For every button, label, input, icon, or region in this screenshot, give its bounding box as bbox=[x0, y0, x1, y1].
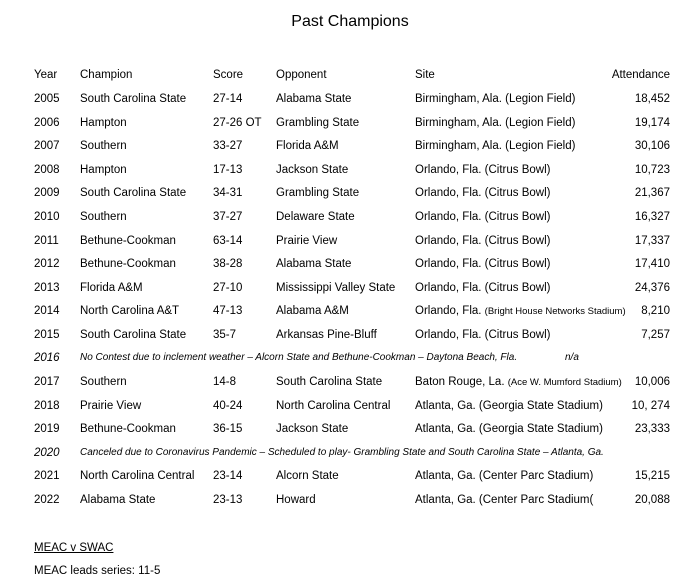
cell-attendance: 19,174 bbox=[634, 116, 670, 129]
cell-opponent: Grambling State bbox=[276, 116, 360, 129]
cell-attendance: 10,006 bbox=[634, 376, 670, 388]
cell-year: 2013 bbox=[34, 281, 60, 294]
cell-opponent: Howard bbox=[276, 493, 316, 506]
header-attendance: Attendance bbox=[611, 69, 670, 81]
cell-site: Orlando, Fla. (Citrus Bowl) bbox=[415, 187, 551, 200]
note-text: Canceled due to Coronavirus Pandemic – Scheduled to play- Grambling State and South Carolina State – Atlanta, Ga. bbox=[80, 447, 604, 458]
cell-attendance: 17,337 bbox=[634, 234, 670, 247]
cell-champion: Bethune-Cookman bbox=[80, 423, 176, 435]
cell-opponent: Florida A&M bbox=[276, 140, 339, 153]
cell-year: 2018 bbox=[34, 399, 60, 412]
cell-attendance: 7,257 bbox=[641, 329, 670, 341]
cell-opponent: Alabama A&M bbox=[276, 305, 349, 318]
cell-site: Birmingham, Ala. (Legion Field) bbox=[415, 93, 576, 105]
cell-opponent: North Carolina Central bbox=[276, 399, 391, 412]
cell-opponent: Grambling State bbox=[276, 187, 360, 200]
cell-score: 35-7 bbox=[213, 329, 237, 341]
header-score: Score bbox=[213, 69, 244, 81]
table-row bbox=[0, 400, 700, 420]
cell-score: 40-24 bbox=[213, 399, 243, 412]
cell-opponent: Jackson State bbox=[276, 163, 349, 176]
cell-site: Atlanta, Ga. (Georgia State Stadium) bbox=[415, 399, 603, 412]
cell-site: Orlando, Fla. (Citrus Bowl) bbox=[415, 163, 551, 176]
cell-champion: North Carolina Central bbox=[80, 470, 195, 482]
series-record: MEAC leads series: 11-5 bbox=[34, 565, 161, 577]
cell-year: 2007 bbox=[34, 140, 60, 153]
page-title: Past Champions bbox=[291, 13, 409, 30]
cell-attendance: 30,106 bbox=[634, 140, 670, 153]
note-year: 2016 bbox=[34, 352, 60, 364]
table-row bbox=[0, 282, 700, 302]
cell-attendance: 15,215 bbox=[634, 470, 670, 482]
cell-score: 63-14 bbox=[213, 234, 243, 247]
cell-score: 33-27 bbox=[213, 140, 243, 153]
cell-attendance: 10, 274 bbox=[631, 399, 670, 412]
table-row bbox=[0, 494, 700, 514]
cell-score: 34-31 bbox=[213, 187, 243, 200]
table-row bbox=[0, 470, 700, 490]
cell-year: 2011 bbox=[34, 234, 59, 247]
table-row bbox=[0, 117, 700, 137]
cell-score: 17-13 bbox=[213, 163, 243, 176]
cell-attendance: 10,723 bbox=[634, 163, 670, 176]
cell-champion: South Carolina State bbox=[80, 187, 187, 200]
cell-attendance: 24,376 bbox=[634, 281, 670, 294]
cell-year: 2012 bbox=[34, 258, 60, 271]
cell-year: 2005 bbox=[34, 93, 60, 105]
cell-champion: North Carolina A&T bbox=[80, 305, 180, 318]
site-location: Orlando, Fla. bbox=[415, 305, 485, 318]
cell-score: 23-13 bbox=[213, 493, 243, 506]
cell-opponent: Alabama State bbox=[276, 258, 352, 271]
cell-year: 2008 bbox=[34, 163, 60, 176]
cell-score: 38-28 bbox=[213, 258, 243, 271]
cell-site: Atlanta, Ga. (Center Parc Stadium( bbox=[415, 493, 594, 506]
cell-score: 47-13 bbox=[213, 305, 243, 318]
cell-champion: Hampton bbox=[80, 116, 127, 129]
cell-score: 27-14 bbox=[213, 93, 243, 105]
table-row bbox=[0, 423, 700, 443]
table-row bbox=[0, 235, 700, 255]
cell-year: 2022 bbox=[34, 493, 60, 506]
header-site: Site bbox=[415, 69, 435, 81]
cell-attendance: 18,452 bbox=[634, 93, 670, 105]
cell-score: 37-27 bbox=[213, 211, 243, 223]
header-year: Year bbox=[34, 69, 58, 81]
note-row-2020 bbox=[0, 447, 700, 467]
table-row bbox=[0, 93, 700, 113]
cell-site: Birmingham, Ala. (Legion Field) bbox=[415, 116, 576, 129]
cell-champion: Alabama State bbox=[80, 493, 156, 506]
cell-score: 36-15 bbox=[213, 423, 243, 435]
cell-opponent: South Carolina State bbox=[276, 376, 383, 388]
cell-attendance: 8,210 bbox=[641, 305, 670, 318]
note-attendance: n/a bbox=[565, 352, 579, 363]
cell-champion: Florida A&M bbox=[80, 281, 143, 294]
header-champion: Champion bbox=[80, 69, 133, 81]
cell-site bbox=[415, 376, 622, 388]
cell-opponent: Prairie View bbox=[276, 234, 338, 247]
series-heading: MEAC v SWAC bbox=[34, 542, 114, 554]
cell-champion: Prairie View bbox=[80, 399, 142, 412]
cell-site: Orlando, Fla. (Citrus Bowl) bbox=[415, 258, 551, 271]
cell-site: Atlanta, Ga. (Center Parc Stadium) bbox=[415, 470, 594, 482]
cell-opponent: Mississippi Valley State bbox=[276, 281, 396, 294]
cell-attendance: 16,327 bbox=[634, 211, 670, 223]
cell-year: 2017 bbox=[34, 376, 60, 388]
cell-champion: Bethune-Cookman bbox=[80, 234, 176, 247]
cell-site: Orlando, Fla. (Citrus Bowl) bbox=[415, 211, 551, 223]
cell-champion: South Carolina State bbox=[80, 93, 187, 105]
cell-score: 23-14 bbox=[213, 470, 243, 482]
cell-champion: Southern bbox=[80, 211, 127, 223]
cell-champion: Southern bbox=[80, 376, 127, 388]
table-header bbox=[0, 69, 700, 89]
cell-year: 2009 bbox=[34, 187, 60, 200]
cell-site: Orlando, Fla. (Citrus Bowl) bbox=[415, 281, 551, 294]
site-stadium: (Bright House Networks Stadium) bbox=[484, 306, 626, 318]
cell-year: 2014 bbox=[34, 305, 60, 318]
cell-site bbox=[415, 305, 626, 317]
site-location: Baton Rouge, La. bbox=[415, 376, 508, 388]
cell-champion: Bethune-Cookman bbox=[80, 258, 176, 271]
table-row bbox=[0, 140, 700, 160]
cell-champion: Southern bbox=[80, 140, 127, 153]
cell-champion: South Carolina State bbox=[80, 329, 187, 341]
table-row bbox=[0, 211, 700, 231]
cell-opponent: Delaware State bbox=[276, 211, 355, 223]
cell-opponent: Jackson State bbox=[276, 423, 349, 435]
cell-site: Orlando, Fla. (Citrus Bowl) bbox=[415, 329, 551, 341]
cell-opponent: Alabama State bbox=[276, 93, 352, 105]
table-row bbox=[0, 329, 700, 349]
cell-year: 2021 bbox=[34, 470, 60, 482]
cell-score: 27-26 OT bbox=[213, 116, 262, 129]
cell-year: 2015 bbox=[34, 329, 60, 341]
cell-champion: Hampton bbox=[80, 163, 127, 176]
cell-site: Birmingham, Ala. (Legion Field) bbox=[415, 140, 576, 153]
table-row bbox=[0, 305, 700, 325]
cell-year: 2006 bbox=[34, 116, 60, 129]
table-row bbox=[0, 258, 700, 278]
cell-score: 14-8 bbox=[213, 376, 237, 388]
table-row bbox=[0, 376, 700, 396]
note-year: 2020 bbox=[34, 447, 60, 459]
cell-year: 2019 bbox=[34, 423, 60, 435]
note-text: No Contest due to inclement weather – Alcorn State and Bethune-Cookman – Daytona Beach, Fla. bbox=[80, 352, 518, 363]
cell-year: 2010 bbox=[34, 211, 60, 223]
cell-site: Atlanta, Ga. (Georgia State Stadium) bbox=[415, 423, 603, 435]
cell-attendance: 17,410 bbox=[634, 258, 670, 271]
cell-opponent: Alcorn State bbox=[276, 470, 339, 482]
cell-site: Orlando, Fla. (Citrus Bowl) bbox=[415, 234, 551, 247]
cell-score: 27-10 bbox=[213, 281, 243, 294]
table-row bbox=[0, 187, 700, 207]
cell-opponent: Arkansas Pine-Bluff bbox=[276, 329, 377, 341]
table-row bbox=[0, 164, 700, 184]
cell-attendance: 23,333 bbox=[634, 423, 670, 435]
header-opponent: Opponent bbox=[276, 69, 327, 81]
note-row-2016 bbox=[0, 352, 700, 372]
site-stadium: (Ace W. Mumford Stadium) bbox=[507, 377, 622, 388]
cell-attendance: 20,088 bbox=[634, 493, 670, 506]
cell-attendance: 21,367 bbox=[634, 187, 670, 200]
